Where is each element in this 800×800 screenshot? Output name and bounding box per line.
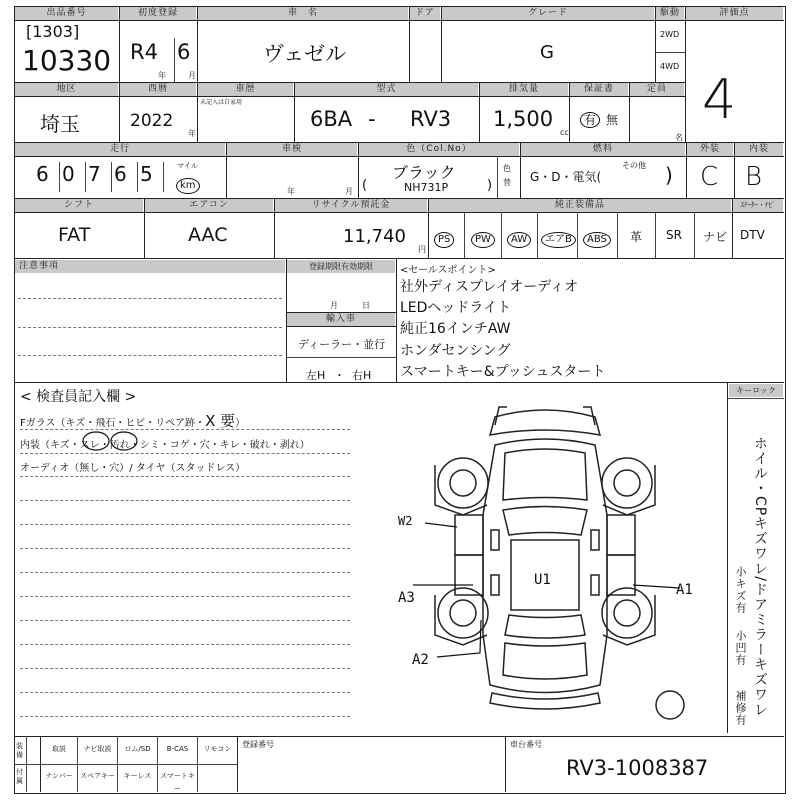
fuel-other-label: その他 xyxy=(622,161,646,170)
damage-mark-a3: A3 xyxy=(398,590,415,606)
equip-ps: PS xyxy=(434,227,454,248)
int-header: 内装 xyxy=(735,143,783,156)
area-header: 地区 xyxy=(15,83,118,96)
displacement-header: 排気量 xyxy=(480,83,568,96)
fglass-close: ） xyxy=(235,418,246,429)
score-value: 4 xyxy=(702,68,737,131)
steering-dot: ・ xyxy=(334,369,345,382)
reg-due-month: 月 xyxy=(330,301,338,310)
ext-grade: C xyxy=(700,162,719,192)
drive-4wd: 4WD xyxy=(660,62,680,71)
inspector-title: < 検査員記入欄 > xyxy=(20,389,137,405)
navi-header: ｽﾃｰﾀｰ・ﾅﾋﾞ xyxy=(733,199,783,212)
sales-point: 社外ディスプレイオーディオ xyxy=(400,279,579,295)
reg-header: 初度登録 xyxy=(120,7,196,20)
chassis-label: 車台番号 xyxy=(510,740,542,749)
footer-remote: リモコン xyxy=(203,745,232,753)
side-note-c: 補修有 xyxy=(734,690,747,726)
car-name-header: 車 名 xyxy=(198,7,408,20)
door-header: ドア xyxy=(410,7,440,20)
footer-manual: 取説 xyxy=(52,745,66,753)
mileage-digits xyxy=(36,162,166,186)
side-note-b: 小凹有 xyxy=(734,630,747,666)
warranty-header: 保証書 xyxy=(570,83,628,96)
damage-mark-a2: A2 xyxy=(412,652,429,668)
damage-mark-u1: U1 xyxy=(534,572,551,588)
warranty-no: 無 xyxy=(606,113,619,127)
interior-circle-marks xyxy=(80,428,150,454)
equip-aw: AW xyxy=(507,227,531,248)
equip-leather: 革 xyxy=(630,230,643,244)
history-header: 車歴 xyxy=(198,83,293,96)
ac-header: エアコン xyxy=(145,199,273,212)
insp-year-suffix: 年 xyxy=(287,187,295,196)
year-header: 西暦 xyxy=(120,83,196,96)
equip-header: 純正装備品 xyxy=(429,199,731,212)
grade-header: グレード xyxy=(442,7,654,20)
mileage-digit: 6 xyxy=(114,162,127,186)
year-suffix: 年 xyxy=(188,129,196,138)
history-note: 未記入は自家用 xyxy=(200,99,243,106)
footer-label-attached: 付属 xyxy=(16,768,23,785)
drive-header: 駆動 xyxy=(656,7,684,20)
mileage-digit: 5 xyxy=(140,162,153,186)
footer-label-equip: 装備 xyxy=(16,742,23,759)
footer-smart-key: スマートキー xyxy=(160,772,195,793)
audio-tire-line: オーディオ（無し・穴）/ タイヤ（スタッドレス） xyxy=(20,463,246,474)
fuel-close: ) xyxy=(665,163,673,187)
ext-header: 外装 xyxy=(687,143,733,156)
cc-suffix: cc xyxy=(560,128,569,137)
equip-abs: ABS xyxy=(583,227,611,248)
inspection-header: 車検 xyxy=(227,143,357,156)
capacity-suffix: 名 xyxy=(675,133,683,142)
remarks-header: 注意事項 xyxy=(15,260,285,273)
sales-header: <セールスポイント> xyxy=(400,265,496,276)
fuel-header: 燃料 xyxy=(521,143,685,156)
color-change-label: 色替 xyxy=(503,164,511,187)
footer-spare-key: スペアキー xyxy=(80,772,115,780)
steering-left: 左H xyxy=(306,369,326,382)
sales-point: 純正16インチAW xyxy=(400,321,511,337)
displacement-value: 1,500 xyxy=(493,107,554,131)
chassis-number: RV3-1008387 xyxy=(566,756,709,780)
type-model: RV3 xyxy=(410,107,452,131)
color-paren-open: ( xyxy=(362,178,368,193)
fuel-value: G・D・電気( xyxy=(530,170,602,184)
shift-value: FAT xyxy=(58,224,91,246)
fglass-mark: X 要 xyxy=(205,412,236,430)
equip-airbag: エアB xyxy=(541,227,576,248)
grade-value: G xyxy=(540,42,554,63)
mile-label: マイル xyxy=(177,162,198,170)
lot-bracket: [1303] xyxy=(26,22,80,41)
footer-keyless: キーレス xyxy=(123,772,152,780)
car-diagram xyxy=(395,405,695,725)
side-notes: ホイル・CPキズワレ/ドアミラーキズワレ xyxy=(752,436,768,717)
keylock-header: キーロック xyxy=(729,384,783,397)
color-header: 色（Col.No） xyxy=(359,143,519,156)
dealer-option: ディーラー・並行 xyxy=(298,338,386,351)
damage-mark-w2: W2 xyxy=(398,514,413,528)
insp-month-suffix: 月 xyxy=(345,187,353,196)
sales-point: LEDヘッドライト xyxy=(400,300,512,316)
sales-point: ホンダセンシング xyxy=(400,343,511,359)
car-name: ヴェゼル xyxy=(263,42,347,66)
lot-number: 10330 xyxy=(22,44,112,77)
reg-due-header: 登録期限有効期限 xyxy=(287,260,395,273)
steering-right: 右H xyxy=(352,369,372,382)
yen-suffix: 円 xyxy=(418,245,426,254)
damage-mark-a1: A1 xyxy=(676,582,693,598)
type-dash: - xyxy=(368,107,376,131)
score-header: 評価点 xyxy=(686,7,783,20)
sales-point: スマートキー&プッシュスタート xyxy=(400,364,606,380)
year-value: 2022 xyxy=(130,111,174,131)
int-grade: B xyxy=(745,162,763,192)
footer-plate: ナンバー xyxy=(45,772,73,780)
equip-navi: ナビ xyxy=(703,230,728,244)
area-value: 埼玉 xyxy=(40,112,80,136)
side-note-a: 小キズ有 xyxy=(734,566,747,614)
reg-month-suffix: 月 xyxy=(188,71,196,80)
mileage-header: 走行 xyxy=(15,143,225,156)
footer-navi-manual: ナビ取説 xyxy=(83,745,112,753)
reg-era: R4 xyxy=(130,40,158,64)
drive-2wd: 2WD xyxy=(660,30,680,39)
reg-number-label: 登録番号 xyxy=(242,740,274,749)
footer-rom-sd: ロム/SD xyxy=(124,745,151,753)
equip-pw: PW xyxy=(471,227,495,248)
warranty-yes: 有 xyxy=(580,109,600,128)
interior-line: 内装（キズ・スレ・汚れ・シミ・コゲ・穴・キレ・破れ・剥れ） xyxy=(20,440,310,451)
footer-bcas: B-CAS xyxy=(166,745,189,753)
color-name: ブラック xyxy=(392,163,456,182)
mileage-unit: km xyxy=(176,173,200,194)
recycle-header: リサイクル預託金 xyxy=(275,199,427,212)
mileage-digit: 6 xyxy=(36,162,49,186)
ac-value: AAC xyxy=(188,224,228,246)
reg-year-suffix: 年 xyxy=(158,71,166,80)
equip-sr: SR xyxy=(666,228,682,242)
equip-dtv: DTV xyxy=(740,228,765,242)
shift-header: シフト xyxy=(15,199,143,212)
mileage-digit: 0 xyxy=(62,162,75,186)
import-header: 輸入車 xyxy=(287,313,395,326)
reg-month: 6 xyxy=(177,40,191,64)
mileage-digit: 7 xyxy=(88,162,101,186)
recycle-value: 11,740 xyxy=(343,226,406,247)
reg-due-day: 日 xyxy=(362,301,370,310)
type-prefix: 6BA xyxy=(310,107,353,131)
type-header: 型式 xyxy=(295,83,478,96)
lot-header: 出品番号 xyxy=(15,7,118,20)
color-code: NH731P xyxy=(404,181,449,194)
color-paren-close: ) xyxy=(487,178,493,193)
capacity-header: 定員 xyxy=(630,83,684,96)
fglass-text: Fガラス（キズ・飛石・ヒビ・リペア跡・ xyxy=(20,418,206,429)
